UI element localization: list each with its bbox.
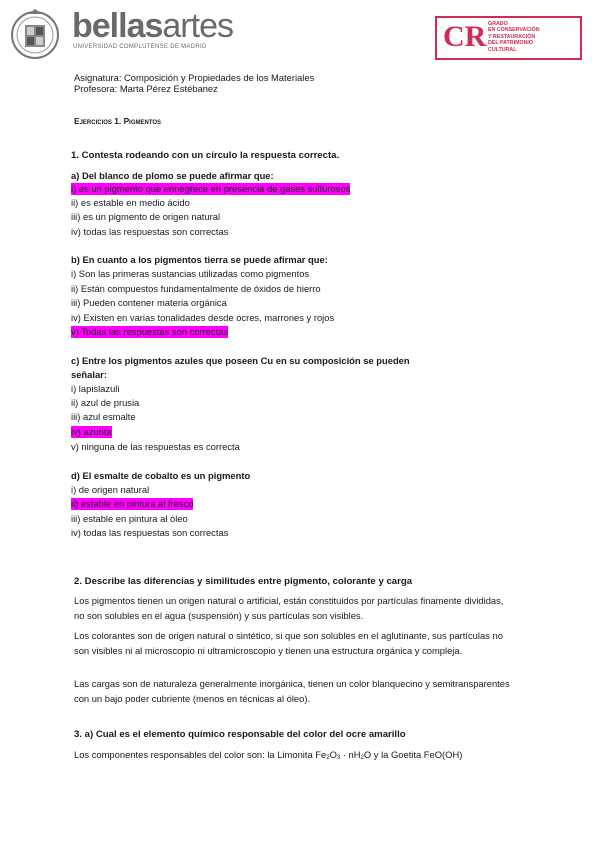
q1a-option-4: iv) todas las respuestas son correctas [71, 226, 229, 237]
cr-logo-letters: CR [443, 20, 487, 53]
teacher-line: Profesora: Marta Pérez Estébanez [74, 83, 218, 94]
q1b-option-4: iv) Existen en varias tonalidades desde ocres, marrones y rojos [71, 312, 335, 323]
q1c-option-2: ii) azul de prusia [71, 397, 140, 408]
q2-answer-fillers: Las cargas son de naturaleza generalmente inorgánica, tienen un color blanquecino y semitransparentes con un bajo poder cubriente (menos en técnicas al óleo). [74, 678, 510, 704]
q1d-title: d) El esmalte de cobalto es un pigmento [71, 470, 251, 481]
formula-part-2: O [329, 749, 337, 760]
formula-part-4: · nH [340, 749, 361, 760]
q1d-option-3: iii) estable en pintura al óleo [71, 513, 188, 524]
q1c-title-line-2: señalar: [71, 369, 107, 380]
section-title: Ejercicios 1. Pigmentos [74, 116, 162, 126]
formula-sub-1: 2 [326, 755, 330, 761]
cr-logo-text: GRADO EN CONSERVACIÓN Y RESTAURACIÓN DEL PATRIMONIO CULTURAL [488, 21, 540, 53]
subject-line: Asignatura: Composición y Propiedades de los Materiales [74, 72, 315, 83]
question-2-title: 2. Describe las diferencias y similitudes entre pigmento, colorante y carga [74, 576, 413, 587]
brand-name-rest: artes [162, 7, 233, 45]
q1a-title: a) Del blanco de plomo se puede afirmar que: [71, 170, 274, 181]
q3-answer-text: Los componentes responsables del color son: la Limonita Fe [74, 749, 327, 760]
q1b-option-2: ii) Están compuestos fundamentalmente de óxidos de hierro [71, 283, 321, 294]
formula-sub-5: 2 [360, 755, 364, 761]
q3-answer [74, 749, 462, 764]
q1b-option-1: i) Son las primeras sustancias utilizadas como pigmentos [71, 268, 310, 279]
university-crest-logo [10, 8, 60, 60]
q1b-option-5-highlighted: v) Todas las respuestas son correctas [71, 326, 229, 337]
brand-subtitle: UNIVERSIDAD COMPLUTENSE DE MADRID [73, 44, 207, 50]
q1d-option-4: iv) todas las respuestas son correctas [71, 527, 229, 538]
formula-sub-3: 3 [336, 755, 341, 761]
q1c-option-4-highlighted: iv) azurita [71, 426, 112, 437]
formula-part-6: O y la Goetita FeO(OH) [363, 749, 463, 760]
question-1-title: 1. Contesta rodeando con un círculo la respuesta correcta. [71, 150, 340, 161]
brand-name [72, 8, 233, 44]
q1b-option-3: iii) Pueden contener materia orgánica [71, 297, 227, 308]
brand-name-bold: bellas [72, 7, 163, 45]
q1c-option-5: v) ninguna de las respuestas es correcta [71, 441, 240, 452]
question-3-title: 3. a) Cual es el elemento químico responsable del color del ocre amarillo [74, 729, 406, 740]
q1c-title-line-1: c) Entre los pigmentos azules que poseen Cu en su composición se pueden [71, 355, 410, 366]
q2-answer-pigments: Los pigmentos tienen un origen natural o artificial, están constituidos por partículas finamente divididas, no son solubles en el agua (suspensión) y sus partículas son visibles. [74, 595, 504, 621]
q1c-option-3: iii) azul esmalte [71, 411, 136, 422]
q1c-option-1: i) lapislazuli [71, 383, 120, 394]
q1a-option-2: ii) es estable en medio ácido [71, 197, 190, 208]
q1d-option-2-highlighted: ii) estable en pintura al fresco [71, 498, 194, 509]
q1d-option-1: i) de origen natural [71, 484, 150, 495]
q1a-option-1-highlighted: i) es un pigmento que ennegrece en presencia de gases sulfurosos [71, 183, 351, 194]
q2-answer-dyes: Los colorantes son de origen natural o sintético, si que son solubles en el aglutinante, sus partículas no son visibles ni al microscopio ni ultramicroscopio y tienen una estructura orgánica y compleja. [74, 630, 503, 656]
q1a-option-3: iii) es un pigmento de origen natural [71, 211, 221, 222]
q1b-title: b) En cuanto a los pigmentos tierra se puede afirmar que: [71, 254, 328, 265]
